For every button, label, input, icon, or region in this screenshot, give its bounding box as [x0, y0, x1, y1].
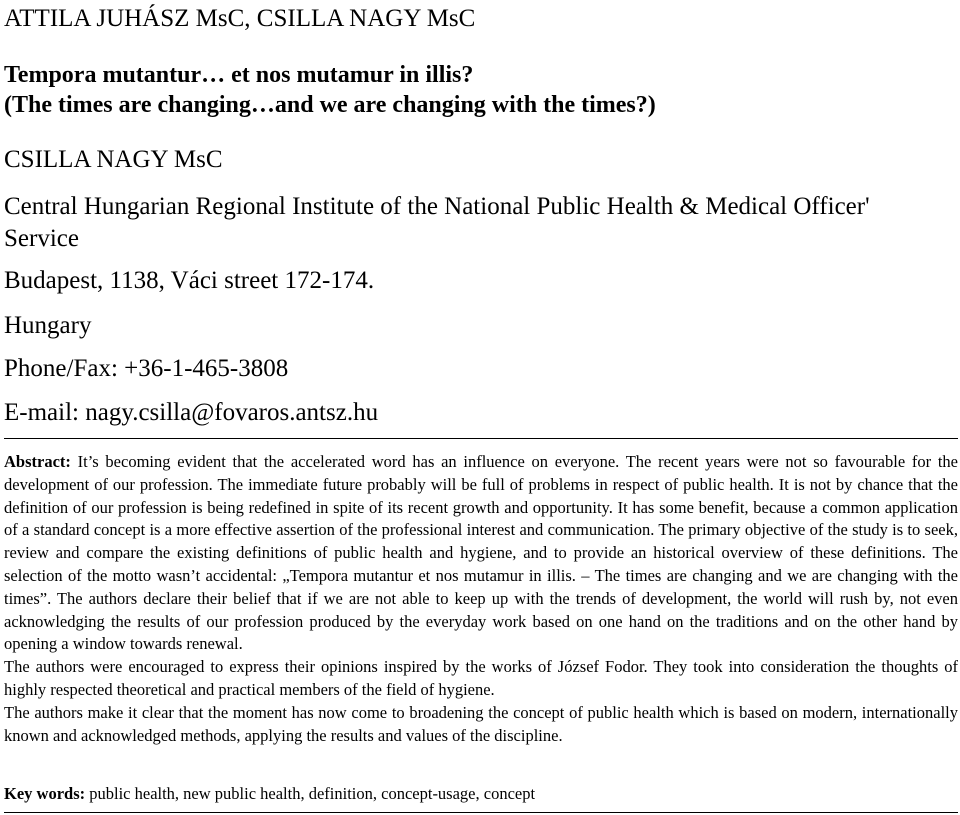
institute-name: Central Hungarian Regional Institute of the National Public Health & Medical Officer' Service [4, 193, 870, 252]
abstract-section [4, 451, 958, 747]
keywords-value: public health, new public health, definition, concept-usage, concept [85, 784, 536, 803]
abstract-paragraph-2: The authors were encouraged to express their opinions inspired by the works of József Fodor. They took into consideration the thoughts of highly respected theoretical and practical members of the field of hygiene. [4, 657, 958, 699]
divider-top [4, 438, 958, 439]
abstract-text-1: It’s becoming evident that the accelerated word has an influence on everyone. The recent years were not so favourable for the development of our profession. The immediate future probably will be full of problems in respect of public health. It is not by chance that the definition of our profession is being redefined in spite of its recent growth and opportunity. It has some benefit, because a common application of a standard concept is a more effective assertion of the professional interest and communication. The primary objective of the study is to seek, review and compare the existing definitions of public health and hygiene, and to provide an historical overview of these definitions. The selection of the motto wasn’t accidental: „Tempora mutantur et nos mutamur in illis. – The times are changing and we are changing with the times”. The authors declare their belief that if we are not able to keep up with the trends of development, the world will rush by, not even acknowledging the results of our profession produced by the everyday work based on one hand on the traditions and on the other hand by opening a window towards renewal. [4, 452, 958, 654]
country: Hungary [4, 312, 92, 339]
email-label: E-mail: [4, 399, 79, 426]
abstract-paragraph-1 [4, 451, 958, 656]
email-value[interactable]: nagy.csilla@fovaros.antsz.hu [78, 399, 379, 426]
phone-value: +36-1-465-3808 [117, 355, 289, 382]
email [4, 398, 378, 428]
title-line-1: Tempora mutantur… et nos mutamur in illis? [4, 62, 474, 88]
paper-title [4, 60, 656, 120]
abstract-paragraph-3: The authors make it clear that the moment has now come to broadening the concept of public health which is based on modern, internationally known and acknowledged methods, applying the results and values of the discipline. [4, 702, 958, 745]
keywords-label: Key words: [4, 784, 86, 803]
keywords-line [4, 783, 535, 805]
author-line: ATTILA JUHÁSZ MsC, CSILLA NAGY MsC [4, 5, 476, 32]
phone-label: Phone/Fax: [4, 355, 118, 382]
abstract-label: Abstract: [4, 452, 71, 471]
title-line-2: (The times are changing…and we are changing with the times?) [4, 92, 656, 118]
phone-fax [4, 354, 288, 384]
street-address: Budapest, 1138, Váci street 172-174. [4, 267, 375, 294]
contact-author-name: CSILLA NAGY MsC [4, 146, 223, 173]
divider-bottom [4, 812, 958, 813]
